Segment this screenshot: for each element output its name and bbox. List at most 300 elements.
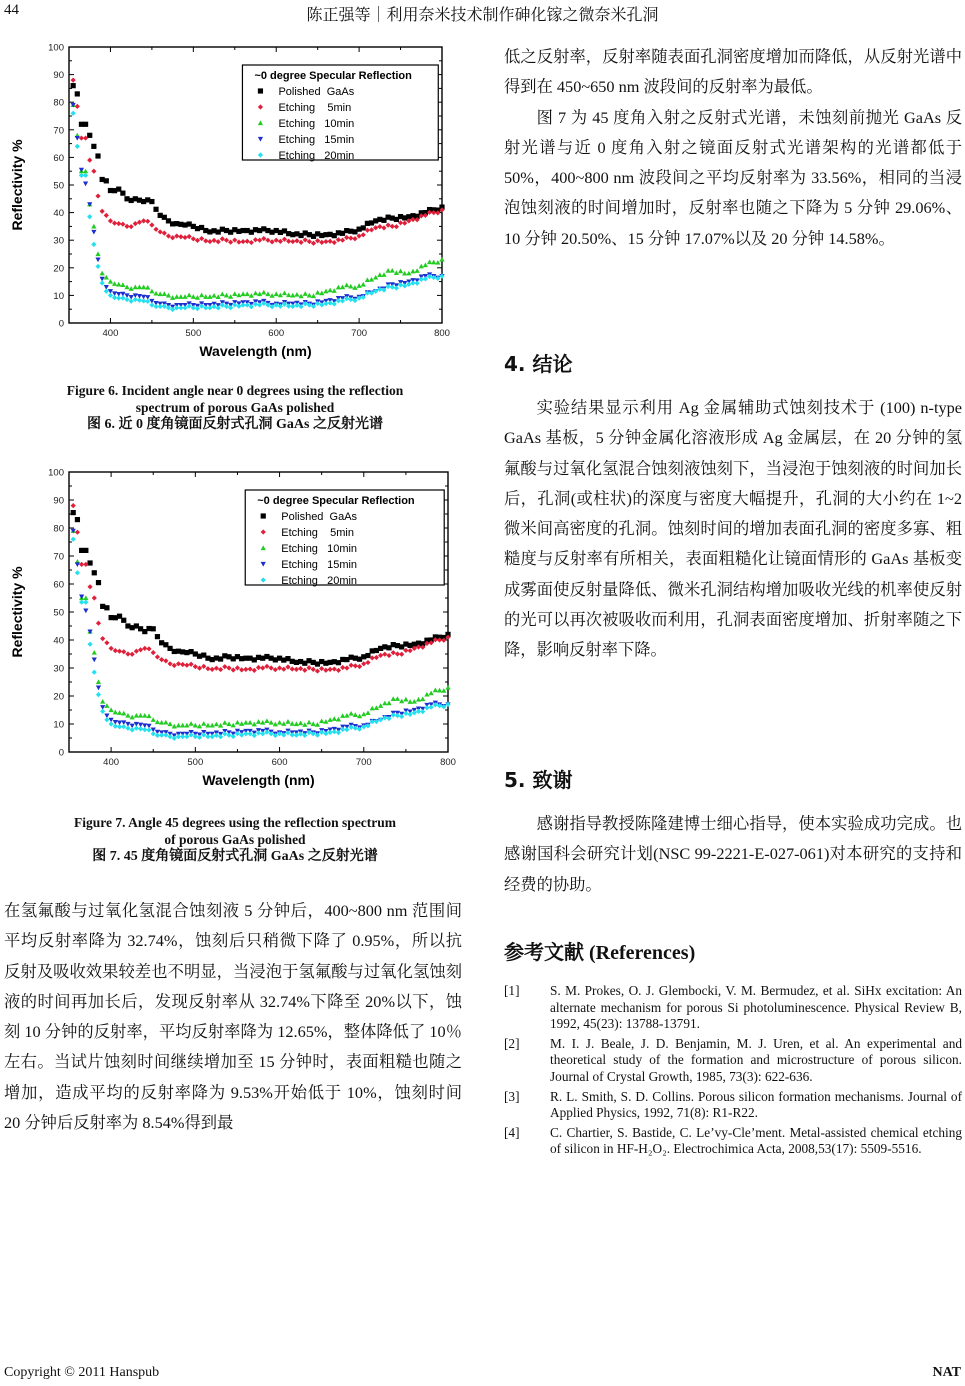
- data-point: [146, 646, 151, 651]
- data-point: [95, 264, 100, 269]
- reference-number: [2]: [504, 1035, 520, 1051]
- data-point: [104, 703, 109, 708]
- data-point: [92, 570, 97, 575]
- data-point: [361, 225, 366, 230]
- legend-entry: Etching 5min: [278, 102, 352, 114]
- data-point: [201, 721, 206, 726]
- data-point: [96, 679, 101, 684]
- data-point: [92, 670, 97, 675]
- data-point: [403, 711, 408, 716]
- data-point: [399, 699, 404, 704]
- data-point: [142, 713, 147, 718]
- references-list: [504, 983, 962, 1158]
- data-point: [149, 302, 154, 307]
- data-point: [71, 537, 76, 542]
- data-point: [315, 301, 320, 306]
- data-point: [95, 251, 100, 256]
- data-point: [265, 291, 270, 296]
- data-point: [353, 663, 358, 668]
- data-point: [141, 285, 146, 290]
- data-point: [211, 304, 216, 309]
- data-point: [108, 279, 113, 284]
- data-point: [256, 719, 261, 724]
- data-point: [117, 710, 122, 715]
- data-point: [311, 304, 316, 309]
- data-point: [75, 91, 80, 96]
- data-point: [232, 291, 237, 296]
- data-point: [120, 295, 125, 300]
- data-point: [433, 688, 438, 693]
- data-point: [178, 294, 183, 299]
- data-point: [100, 709, 105, 714]
- data-point: [278, 304, 283, 309]
- data-point: [278, 239, 283, 244]
- data-point: [75, 144, 80, 149]
- data-point: [420, 709, 425, 714]
- y-tick-label: 100: [48, 467, 64, 479]
- data-point: [214, 733, 219, 738]
- y-tick-label: 30: [53, 663, 64, 675]
- data-point: [398, 269, 403, 274]
- data-point: [92, 650, 97, 655]
- data-point: [423, 262, 428, 267]
- y-tick-label: 90: [53, 70, 64, 82]
- data-point: [253, 302, 258, 307]
- data-point: [253, 291, 258, 296]
- data-point: [180, 723, 185, 728]
- data-point: [184, 723, 189, 728]
- data-point: [431, 260, 436, 265]
- data-point: [332, 301, 337, 306]
- data-point: [302, 722, 307, 727]
- x-tick-label: 800: [440, 757, 456, 768]
- legend-entry: Etching 20min: [281, 575, 358, 587]
- data-point: [348, 284, 353, 289]
- data-point: [328, 288, 333, 293]
- data-point: [361, 232, 366, 237]
- data-point: [361, 282, 366, 287]
- data-point: [357, 664, 362, 669]
- data-point: [399, 714, 404, 719]
- data-point: [445, 685, 450, 690]
- data-point: [95, 193, 100, 198]
- data-point: [381, 225, 386, 230]
- data-point: [210, 723, 215, 728]
- data-point: [87, 584, 92, 589]
- data-point: [357, 727, 362, 732]
- reference-number: [3]: [504, 1088, 520, 1104]
- legend-entry: Polished GaAs: [278, 86, 355, 98]
- data-point: [412, 710, 417, 715]
- data-point: [423, 276, 428, 281]
- data-point: [298, 721, 303, 726]
- data-point: [133, 285, 138, 290]
- y-tick-label: 60: [53, 579, 64, 591]
- data-point: [257, 291, 262, 296]
- data-point: [307, 302, 312, 307]
- data-point: [395, 651, 400, 656]
- legend-entry: Etching 10min: [278, 118, 355, 130]
- data-point: [340, 238, 345, 243]
- data-point: [374, 655, 379, 660]
- y-tick-label: 80: [53, 97, 64, 109]
- data-point: [377, 224, 382, 229]
- data-point: [294, 303, 299, 308]
- data-point: [437, 703, 442, 708]
- data-point: [273, 722, 278, 727]
- data-point: [79, 168, 84, 173]
- data-point: [141, 298, 146, 303]
- y-tick-label: 0: [58, 318, 64, 330]
- data-point: [402, 271, 407, 276]
- data-point: [83, 122, 88, 127]
- data-point: [236, 293, 241, 298]
- data-point: [83, 182, 88, 187]
- data-point: [315, 722, 320, 727]
- legend-entry: Polished GaAs: [281, 511, 358, 523]
- reference-text: R. L. Smith, S. D. Collins. Porous silicon formation mechanisms. Journal of Applied Physics, 1992, 71(8): R1-R22.: [550, 1088, 962, 1121]
- data-point: [395, 713, 400, 718]
- data-point: [191, 294, 196, 299]
- data-point: [323, 239, 328, 244]
- left-body-paragraph: 在氢氟酸与过氧化氢混合蚀刻液 5 分钟后，400~800 nm 范围间平均反射率降为 32.74%，蚀刻后只稍微下降了 0.95%，所以抗反射及吸收效果较差也不明显，当浸泡于氢氟酸与过氧化氢蚀刻液的时间再加长后，发现反射率从 32.74%下降至 20%以下，蚀刻 10 分钟的反射率，平均反射率降为 12.65%，整体降低了 10％左右。当试片蚀刻时间继续增加至 15 分钟时，表面粗糙也随之增加，造成平均的反射率降为 9.53%开始低于 10%，蚀刻时间 20 分钟后反射率为 8.54%得到最: [4, 901, 462, 1133]
- data-point: [205, 666, 210, 671]
- data-point: [220, 291, 225, 296]
- data-point: [151, 626, 156, 631]
- data-point: [104, 213, 109, 218]
- data-point: [416, 709, 421, 714]
- data-point: [394, 285, 399, 290]
- data-point: [391, 650, 396, 655]
- data-point: [91, 144, 96, 149]
- data-point: [391, 696, 396, 701]
- x-axis-label: Wavelength (nm): [202, 772, 315, 788]
- x-axis-label: Wavelength (nm): [199, 343, 312, 359]
- data-point: [159, 657, 164, 662]
- data-point: [377, 272, 382, 277]
- data-point: [100, 280, 105, 285]
- data-point: [410, 280, 415, 285]
- data-point: [176, 723, 181, 728]
- data-point: [441, 688, 446, 693]
- data-point: [91, 242, 96, 247]
- data-point: [151, 650, 156, 655]
- data-point: [236, 304, 241, 309]
- data-point: [100, 699, 105, 704]
- data-point: [210, 667, 215, 672]
- data-point: [429, 691, 434, 696]
- y-tick-label: 40: [53, 208, 64, 220]
- data-point: [349, 711, 354, 716]
- data-point: [431, 275, 436, 280]
- data-point: [348, 297, 353, 302]
- data-point: [365, 710, 370, 715]
- data-point: [120, 282, 125, 287]
- data-point: [195, 306, 200, 311]
- data-point: [91, 169, 96, 174]
- data-point: [100, 271, 105, 276]
- data-point: [95, 257, 100, 262]
- data-point: [197, 724, 202, 729]
- data-point: [95, 153, 100, 158]
- data-point: [327, 730, 332, 735]
- data-point: [285, 730, 290, 735]
- data-point: [311, 721, 316, 726]
- data-point: [336, 668, 341, 673]
- data-point: [199, 293, 204, 298]
- data-point: [402, 220, 407, 225]
- data-point: [138, 713, 143, 718]
- data-point: [203, 238, 208, 243]
- data-point: [408, 699, 413, 704]
- data-point: [319, 718, 324, 723]
- data-point: [235, 720, 240, 725]
- data-point: [96, 692, 101, 697]
- data-point: [323, 731, 328, 736]
- data-point: [239, 667, 244, 672]
- data-point: [274, 291, 279, 296]
- data-point: [133, 221, 138, 226]
- data-point: [113, 648, 118, 653]
- data-point: [207, 294, 212, 299]
- data-point: [108, 218, 113, 223]
- data-point: [419, 277, 424, 282]
- data-point: [340, 298, 345, 303]
- data-point: [224, 304, 229, 309]
- x-tick-label: 400: [103, 757, 120, 768]
- data-point: [167, 721, 172, 726]
- data-point: [282, 290, 287, 295]
- data-point: [252, 668, 257, 673]
- data-point: [189, 662, 194, 667]
- data-point: [142, 646, 147, 651]
- data-point: [332, 716, 337, 721]
- data-point: [386, 222, 391, 227]
- data-point: [240, 239, 245, 244]
- data-point: [403, 697, 408, 702]
- data-point: [182, 235, 187, 240]
- data-point: [253, 237, 258, 242]
- data-point: [178, 234, 183, 239]
- data-point: [87, 133, 92, 138]
- data-point: [323, 719, 328, 724]
- legend-title: ~0 degree Specular Reflection: [254, 70, 412, 82]
- x-tick-label: 700: [355, 757, 372, 768]
- data-point: [415, 281, 420, 286]
- data-point: [235, 665, 240, 670]
- data-point: [146, 713, 151, 718]
- data-point: [71, 111, 76, 116]
- data-point: [390, 268, 395, 273]
- data-point: [130, 652, 135, 657]
- y-tick-label: 30: [53, 235, 64, 247]
- data-point: [189, 721, 194, 726]
- data-point: [290, 666, 295, 671]
- data-point: [116, 221, 121, 226]
- data-point: [75, 104, 80, 109]
- data-point: [306, 720, 311, 725]
- data-point: [348, 236, 353, 241]
- section-5-title: 5. 致谢: [504, 768, 573, 792]
- data-point: [365, 660, 370, 665]
- data-point: [137, 220, 142, 225]
- data-point: [437, 688, 442, 693]
- data-point: [302, 733, 307, 738]
- data-point: [226, 665, 231, 670]
- data-point: [353, 712, 358, 717]
- legend-marker: [258, 88, 263, 93]
- data-point: [116, 282, 121, 287]
- data-point: [245, 239, 250, 244]
- data-point: [121, 649, 126, 654]
- data-point: [218, 723, 223, 728]
- data-point: [332, 240, 337, 245]
- data-point: [153, 227, 158, 232]
- legend-entry: Etching 15min: [281, 559, 358, 571]
- data-point: [353, 726, 358, 731]
- data-point: [138, 647, 143, 652]
- data-point: [83, 548, 88, 553]
- data-point: [402, 283, 407, 288]
- reference-text: C. Chartier, S. Bastide, C. Le’vy-Cle’ment. Metal-assisted chemical etching of silicon in HF-H₂O₂. Electrochimica Acta, 2008,53(17): 5509-5516.: [550, 1124, 962, 1157]
- data-point: [427, 259, 432, 264]
- data-point: [315, 290, 320, 295]
- data-point: [121, 711, 126, 716]
- figure-6-svg: [0, 38, 470, 368]
- data-point: [349, 725, 354, 730]
- data-point: [120, 222, 125, 227]
- data-point: [240, 291, 245, 296]
- data-point: [231, 723, 236, 728]
- x-tick-label: 600: [271, 757, 288, 768]
- data-point: [424, 705, 429, 710]
- data-point: [228, 305, 233, 310]
- data-point: [406, 282, 411, 287]
- reference-item: [504, 1036, 962, 1086]
- footer-journal: NAT: [932, 1365, 961, 1380]
- data-point: [149, 222, 154, 227]
- data-point: [256, 665, 261, 670]
- data-point: [386, 653, 391, 658]
- data-point: [285, 719, 290, 724]
- reference-item: [504, 983, 962, 1033]
- data-point: [419, 264, 424, 269]
- data-point: [323, 301, 328, 306]
- figure-6-chart: [0, 38, 470, 368]
- data-point: [71, 78, 76, 83]
- data-point: [361, 661, 366, 666]
- data-point: [260, 720, 265, 725]
- data-point: [216, 239, 221, 244]
- y-tick-label: 60: [53, 152, 64, 164]
- data-point: [281, 732, 286, 737]
- reference-number: [1]: [504, 983, 520, 998]
- data-point: [261, 290, 266, 295]
- y-tick-label: 50: [53, 607, 64, 619]
- data-point: [378, 653, 383, 658]
- data-point: [75, 530, 80, 535]
- data-point: [112, 220, 117, 225]
- data-point: [104, 640, 109, 645]
- data-point: [256, 730, 261, 735]
- data-point: [145, 299, 150, 304]
- data-point: [323, 289, 328, 294]
- data-point: [182, 294, 187, 299]
- data-point: [245, 291, 250, 296]
- data-point: [415, 268, 420, 273]
- y-tick-label: 100: [48, 42, 64, 54]
- data-point: [129, 286, 134, 291]
- data-point: [104, 605, 109, 610]
- data-point: [352, 298, 357, 303]
- data-point: [332, 729, 337, 734]
- figure-7-chart: [0, 465, 470, 800]
- data-point: [151, 731, 156, 736]
- data-point: [298, 294, 303, 299]
- data-point: [298, 304, 303, 309]
- data-point: [332, 666, 337, 671]
- y-tick-label: 20: [53, 263, 64, 275]
- figure-7-caption-zh: 图 7. 45 度角镜面反射式孔洞 GaAs 之反射光谱: [92, 849, 378, 864]
- data-point: [145, 219, 150, 224]
- data-point: [92, 658, 97, 663]
- y-tick-label: 90: [53, 495, 64, 507]
- data-point: [390, 224, 395, 229]
- data-point: [394, 224, 399, 229]
- figure-7-svg: [0, 465, 470, 800]
- data-point: [391, 712, 396, 717]
- data-point: [96, 621, 101, 626]
- data-point: [130, 715, 135, 720]
- data-point: [365, 653, 370, 658]
- reference-text: S. M. Prokes, O. J. Glembocki, V. M. Bermudez, et al. SiHx excitation: An alternate mechanism for porous Si photoluminescence. Physical Review B, 1992, 45(23): 13788-13791.: [550, 983, 962, 1032]
- figure-6-caption: [0, 382, 470, 433]
- y-tick-label: 10: [53, 719, 64, 731]
- data-point: [87, 214, 92, 219]
- data-point: [344, 283, 349, 288]
- data-point: [224, 293, 229, 298]
- data-point: [112, 295, 117, 300]
- data-point: [134, 649, 139, 654]
- legend-marker: [261, 513, 266, 518]
- data-point: [378, 703, 383, 708]
- data-point: [228, 294, 233, 299]
- data-point: [424, 692, 429, 697]
- data-point: [146, 727, 151, 732]
- data-point: [290, 304, 295, 309]
- data-point: [328, 239, 333, 244]
- data-point: [382, 701, 387, 706]
- legend-title: ~0 degree Specular Reflection: [257, 495, 415, 507]
- data-point: [386, 701, 391, 706]
- x-tick-label: 500: [187, 757, 204, 768]
- data-point: [195, 295, 200, 300]
- data-point: [138, 726, 143, 731]
- data-point: [191, 236, 196, 241]
- data-point: [231, 734, 236, 739]
- data-point: [247, 666, 252, 671]
- data-point: [222, 664, 227, 669]
- data-point: [340, 665, 345, 670]
- data-point: [203, 294, 208, 299]
- data-point: [290, 239, 295, 244]
- data-point: [96, 686, 101, 691]
- data-point: [218, 734, 223, 739]
- data-point: [408, 712, 413, 717]
- data-point: [187, 293, 192, 298]
- data-point: [214, 666, 219, 671]
- y-tick-label: 70: [53, 551, 64, 563]
